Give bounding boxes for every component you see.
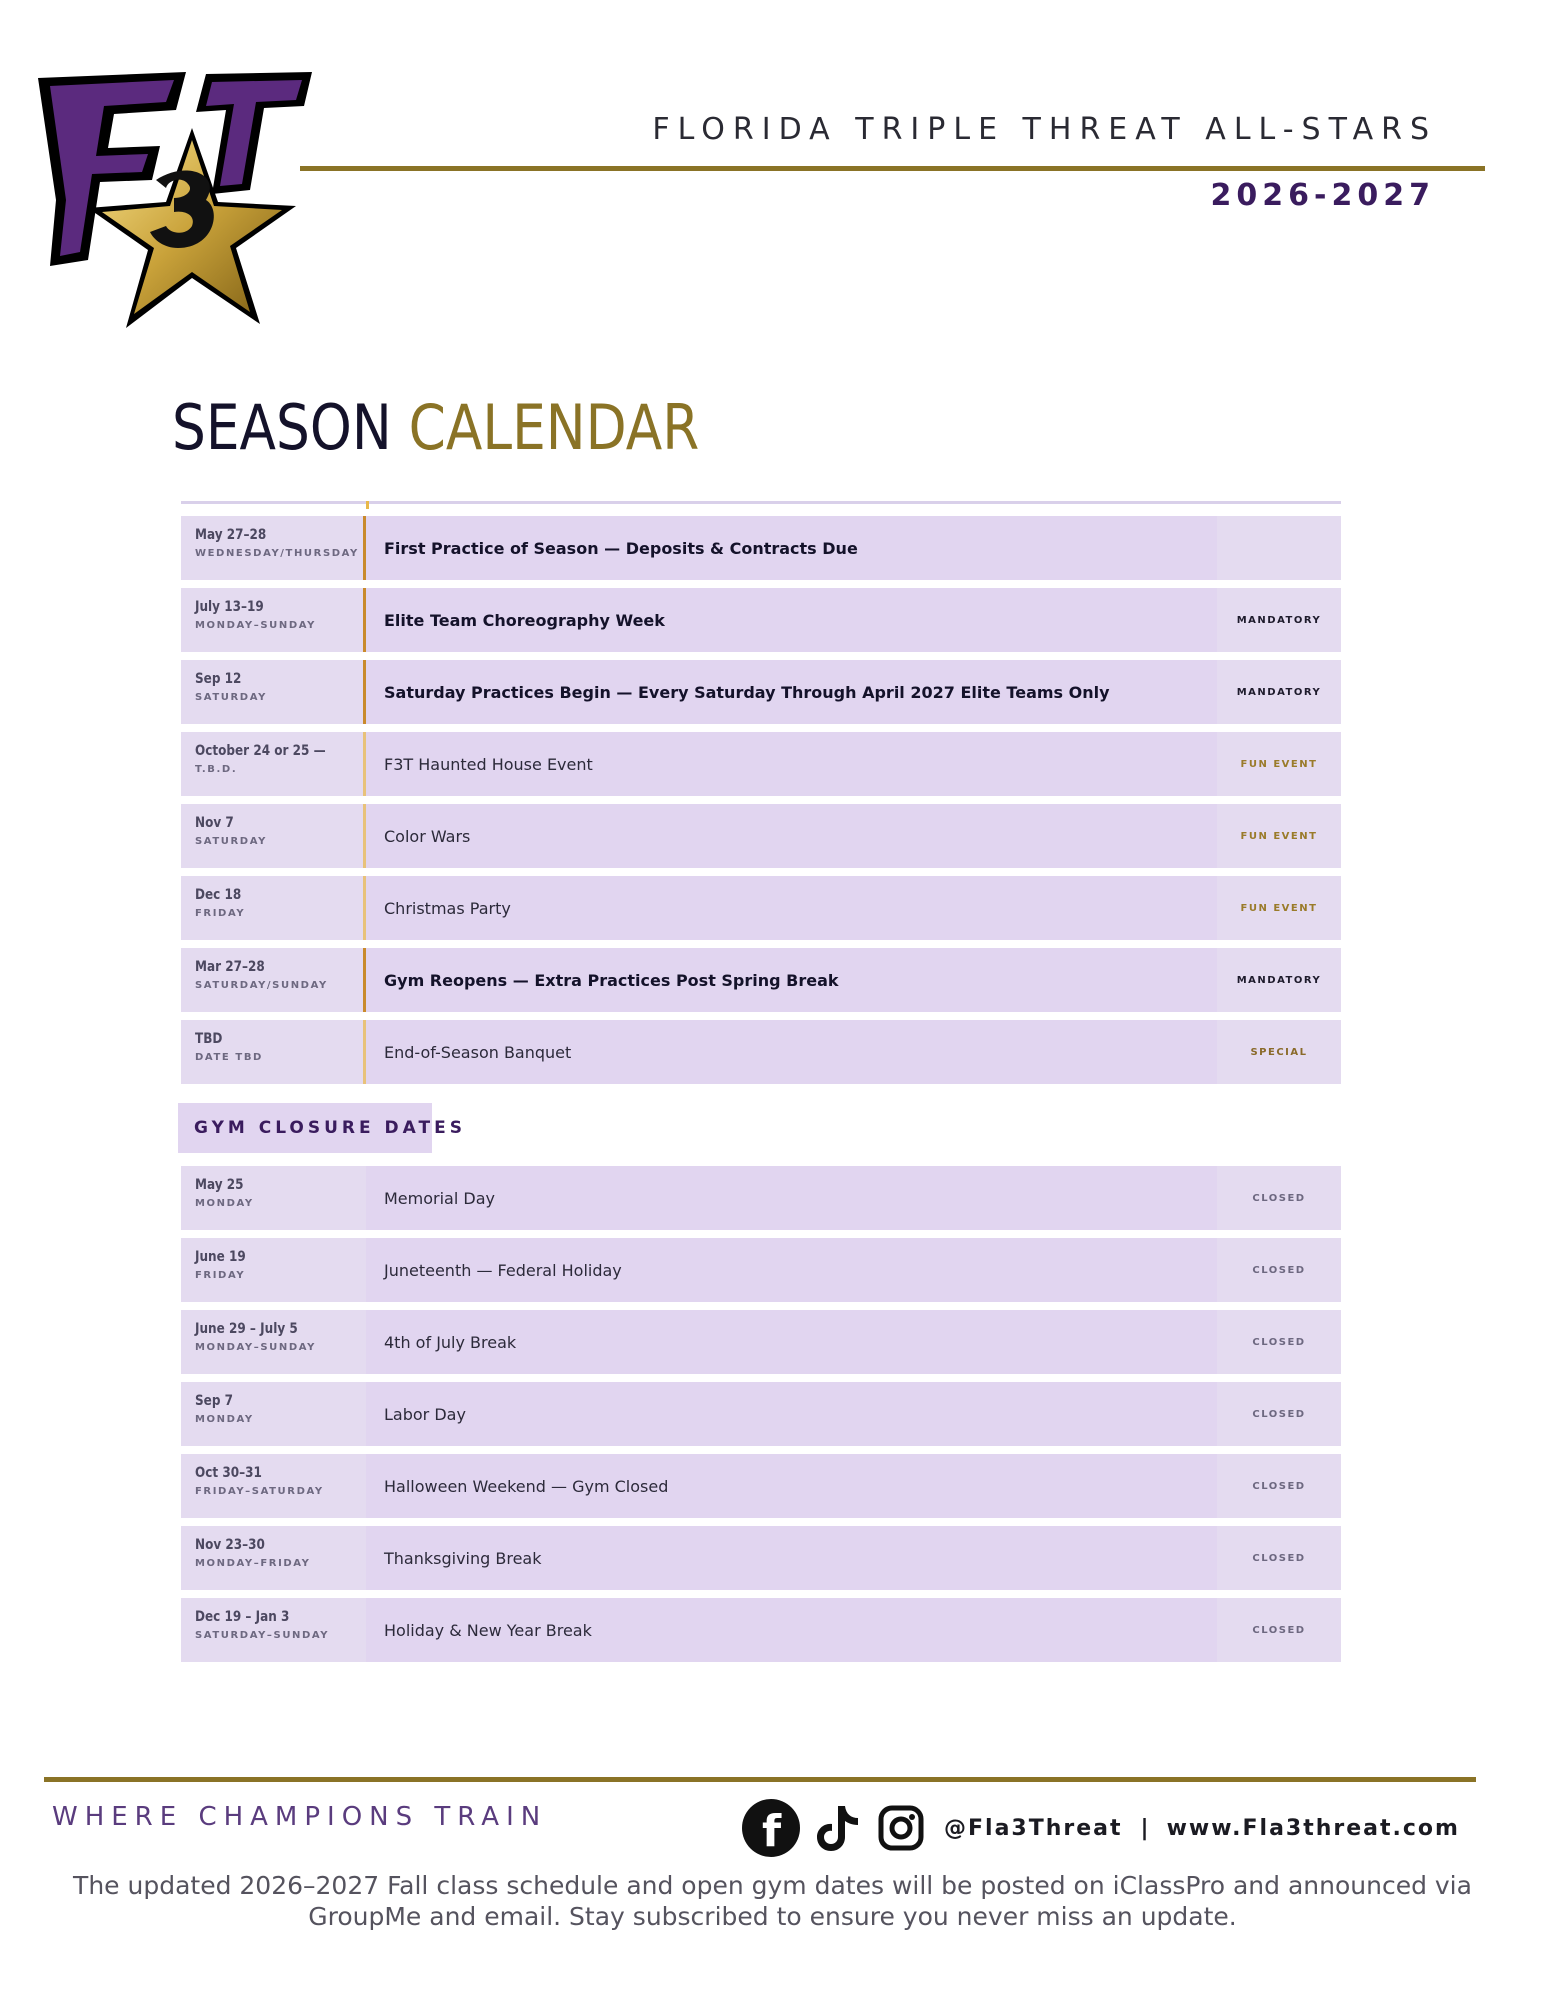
page-title [172, 388, 699, 468]
closure-name: Juneteenth — Federal Holiday [384, 1260, 622, 1280]
event-row [181, 1020, 1341, 1084]
event-name: Christmas Party [384, 898, 511, 918]
closure-name: Thanksgiving Break [384, 1548, 542, 1568]
event-date-cell [181, 732, 363, 796]
closed-badge: CLOSED [1217, 1310, 1341, 1374]
closure-name: Halloween Weekend — Gym Closed [384, 1476, 669, 1496]
closure-date-cell [181, 1382, 363, 1446]
footer-divider [44, 1777, 1476, 1782]
event-name: Saturday Practices Begin — Every Saturday Through April 2027 Elite Teams Only [384, 682, 1110, 702]
social-handle[interactable]: @Fla3Threat [944, 1815, 1123, 1841]
closed-badge: CLOSED [1217, 1166, 1341, 1230]
closure-row [181, 1598, 1341, 1662]
footer-separator: | [1140, 1815, 1149, 1841]
facebook-icon[interactable]: f [742, 1799, 800, 1857]
closure-name: Memorial Day [384, 1188, 495, 1208]
event-day: MONDAY–SUNDAY [195, 620, 316, 631]
closure-row [181, 1310, 1341, 1374]
fun-event-badge: FUN EVENT [1217, 876, 1341, 940]
title-part-1: SEASON [172, 391, 392, 464]
event-date-cell [181, 948, 363, 1012]
closure-date-cell [181, 1166, 363, 1230]
instagram-icon[interactable] [878, 1805, 924, 1851]
closure-row [181, 1454, 1341, 1518]
closure-date: May 25 [195, 1177, 244, 1193]
event-name: F3T Haunted House Event [384, 754, 593, 774]
footer-note: The updated 2026–2027 Fall class schedule and open gym dates will be posted on iClassPro and announced via GroupMe and email. Stay subscribed to ensure you never miss an update. [73, 1871, 1472, 1931]
mandatory-badge: MANDATORY [1217, 948, 1341, 1012]
event-day: WEDNESDAY/THURSDAY [195, 548, 359, 559]
closed-badge: CLOSED [1217, 1382, 1341, 1446]
event-date: TBD [195, 1031, 223, 1047]
closure-date: June 19 [195, 1249, 246, 1265]
event-date: Mar 27–28 [195, 959, 265, 975]
closure-name: Labor Day [384, 1404, 466, 1424]
closure-row [181, 1382, 1341, 1446]
event-day: SATURDAY [195, 836, 267, 847]
closure-date-cell [181, 1238, 363, 1302]
event-date-cell [181, 516, 363, 580]
event-row [181, 732, 1341, 796]
organization-name: FLORIDA TRIPLE THREAT ALL-STARS [652, 112, 1437, 147]
closed-badge: CLOSED [1217, 1526, 1341, 1590]
closure-date: Oct 30–31 [195, 1465, 262, 1481]
event-name: Elite Team Choreography Week [384, 610, 665, 630]
event-date-cell [181, 804, 363, 868]
closure-day: MONDAY [195, 1198, 254, 1209]
event-day: T.B.D. [195, 764, 238, 775]
closed-badge: CLOSED [1217, 1598, 1341, 1662]
header-divider [300, 166, 1485, 171]
special-badge: SPECIAL [1217, 1020, 1341, 1084]
closure-name: 4th of July Break [384, 1332, 517, 1352]
event-day: DATE TBD [195, 1052, 263, 1063]
title-part-2: CALENDAR [408, 391, 700, 464]
event-date-cell [181, 660, 363, 724]
event-row [181, 804, 1341, 868]
event-row [181, 876, 1341, 940]
season-events-list [181, 516, 1341, 1092]
closed-badge: CLOSED [1217, 1238, 1341, 1302]
event-name: Color Wars [384, 826, 471, 846]
closure-day: MONDAY–FRIDAY [195, 1558, 311, 1569]
event-tag [1217, 516, 1341, 580]
closure-row [181, 1526, 1341, 1590]
event-date: October 24 or 25 — [195, 743, 326, 759]
closure-date: Sep 7 [195, 1393, 234, 1409]
event-name: Gym Reopens — Extra Practices Post Spring Break [384, 970, 839, 990]
mandatory-badge: MANDATORY [1217, 588, 1341, 652]
closure-date: Dec 19 – Jan 3 [195, 1609, 290, 1625]
event-day: SATURDAY/SUNDAY [195, 980, 328, 991]
season-years: 2026-2027 [1210, 178, 1435, 213]
gym-closures-list [181, 1166, 1341, 1670]
fun-event-badge: FUN EVENT [1217, 804, 1341, 868]
event-date: July 13–19 [195, 599, 264, 615]
closure-date: Nov 23–30 [195, 1537, 265, 1553]
event-name: First Practice of Season — Deposits & Contracts Due [384, 538, 858, 558]
event-name: End-of-Season Banquet [384, 1042, 572, 1062]
closure-row [181, 1166, 1341, 1230]
closure-date: June 29 – July 5 [195, 1321, 298, 1337]
f3t-logo [36, 70, 316, 338]
closure-date-cell [181, 1526, 363, 1590]
event-date: Sep 12 [195, 671, 242, 687]
event-row [181, 588, 1341, 652]
event-row [181, 660, 1341, 724]
closure-day: SATURDAY–SUNDAY [195, 1630, 330, 1641]
gym-closure-heading: GYM CLOSURE DATES [178, 1103, 432, 1153]
closure-row [181, 1238, 1341, 1302]
event-day: FRIDAY [195, 908, 246, 919]
event-date: Dec 18 [195, 887, 242, 903]
table-top-rule [181, 501, 1341, 504]
closed-badge: CLOSED [1217, 1454, 1341, 1518]
closure-date-cell [181, 1598, 363, 1662]
event-day: SATURDAY [195, 692, 267, 703]
event-row [181, 948, 1341, 1012]
event-row [181, 516, 1341, 580]
closure-day: MONDAY [195, 1414, 254, 1425]
closure-day: FRIDAY [195, 1270, 246, 1281]
event-date-cell [181, 1020, 363, 1084]
closure-name: Holiday & New Year Break [384, 1620, 592, 1640]
table-top-tick [366, 501, 369, 509]
event-date-cell [181, 876, 363, 940]
event-date: Nov 7 [195, 815, 234, 831]
tiktok-icon[interactable] [814, 1803, 860, 1853]
closure-date-cell [181, 1454, 363, 1518]
closure-day: FRIDAY–SATURDAY [195, 1486, 324, 1497]
website-link[interactable]: www.Fla3threat.com [1166, 1815, 1460, 1841]
social-links [742, 1797, 1460, 1859]
event-date-cell [181, 588, 363, 652]
closure-date-cell [181, 1310, 363, 1374]
event-date: May 27–28 [195, 527, 267, 543]
closure-day: MONDAY–SUNDAY [195, 1342, 316, 1353]
fun-event-badge: FUN EVENT [1217, 732, 1341, 796]
mandatory-badge: MANDATORY [1217, 660, 1341, 724]
footer-tagline: WHERE CHAMPIONS TRAIN [52, 1802, 548, 1832]
